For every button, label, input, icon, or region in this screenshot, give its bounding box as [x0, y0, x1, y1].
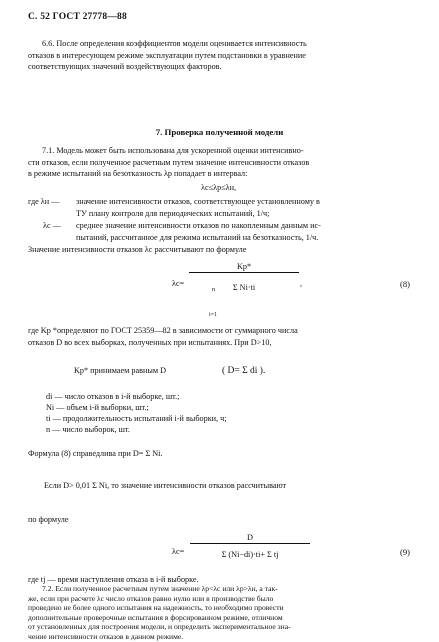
formula9-numerator: D: [190, 533, 310, 544]
kp-line: отказов D во всех выборках, полученных при испытаниях. При D>10,: [28, 338, 272, 347]
text-line: 7.1. Модель может быть использована для ускоренной оценки интенсивно-: [42, 146, 304, 155]
formula9-number: (9): [400, 547, 411, 557]
formula8-valid: Формула (8) справедлива при D= Σ Ni.: [28, 449, 163, 458]
text-line: чение интенсивности отказов в данном режиме.: [28, 631, 184, 641]
var-line: Ni — объем i-й выборки, шт.;: [46, 403, 149, 412]
var-line: n — число выборок, шт.: [46, 425, 130, 434]
text-line: отказов в интересующем режиме эксплуатации путем подстановки в уравнение: [28, 50, 306, 60]
kp-equal: Kр* принимаем равным D: [74, 366, 167, 375]
text-line: от установленных для построения модели, и определить экспериментальное зна-: [28, 622, 291, 632]
formula8-tail: ,: [300, 279, 303, 288]
interval-formula: λc≤λр≤λн,: [201, 183, 237, 192]
value-line: Значение интенсивности отказов λc рассчитывают по формуле: [28, 245, 247, 254]
def-text: пытаний, рассчитанное для режима испытаний на безотказность, 1/ч.: [76, 233, 319, 242]
by-formula: по формуле: [28, 515, 69, 524]
text-line: соответствующих значений воздействующих факторов.: [28, 62, 222, 72]
if-line: Если D> 0,01 Σ Ni, то значение интенсивности отказов рассчитывают: [44, 481, 287, 490]
var-line: di — число отказов в i-й выборке, шт.;: [46, 392, 180, 401]
formula8-sum-bottom: i=1: [209, 312, 218, 318]
def-symbol: λc —: [43, 221, 61, 230]
text-line: дополнительные проверочные испытания в форсированном режиме, отличном: [28, 612, 283, 622]
kp-line: где Kр *определяют по ГОСТ 25359—82 в зависимости от суммарного числа: [28, 326, 298, 335]
page-header: С. 52 ГОСТ 27778—88: [28, 12, 127, 22]
formula8-number: (8): [400, 279, 411, 289]
formula8-fraction: [189, 262, 299, 292]
formula9-lhs: λc=: [172, 547, 185, 556]
formula8-numerator: Kр*: [189, 262, 299, 273]
var-line: ti — продолжительность испытаний i-й выборки, ч;: [46, 414, 227, 423]
text-line: сти отказов, если полученное расчетным путем значение интенсивности отказов: [28, 157, 310, 167]
formula9-denominator: Σ (Ni−di)·ti+ Σ tj: [221, 550, 279, 559]
formula9-fraction: [190, 533, 310, 559]
def-text: среднее значение интенсивности отказов по накопленным данным ис-: [76, 221, 321, 230]
def-text: ТУ плану контроля для периодических испытаний, 1/ч;: [76, 209, 270, 218]
paragraph-7-1: [28, 145, 420, 180]
text-line: 6.6. После определения коэффициентов модели оценивается интенсивность: [42, 39, 307, 48]
text-line: же, если при расчете λc число отказов равно нулю или в производстве было: [28, 593, 274, 603]
tj-line: где tj — время наступления отказа в i-й выборке.: [28, 575, 199, 584]
paragraph-7-2: [28, 584, 420, 641]
text-line: 7.2. Если полученное расчетным путем значение λр<λc или λр>λн, а так-: [42, 584, 278, 593]
formula8-denominator: Σ Ni·ti: [232, 283, 256, 292]
section-title: 7. Проверка полученной модели: [155, 127, 284, 137]
formula8-sum-top: n: [212, 287, 215, 293]
def-symbol: где λн —: [28, 197, 60, 206]
def-text: значение интенсивности отказов, соответствующее установленному в: [76, 197, 320, 206]
formula8-lhs: λc=: [172, 279, 185, 288]
text-line: в режиме испытаний на безотказность λр попадает в интервал:: [28, 169, 248, 179]
paragraph-6-6: [28, 38, 420, 73]
text-line: проведено не более одного испытания на надежность, то необходимо провести: [28, 603, 284, 613]
kp-paren: ( D= Σ di ).: [222, 366, 266, 376]
